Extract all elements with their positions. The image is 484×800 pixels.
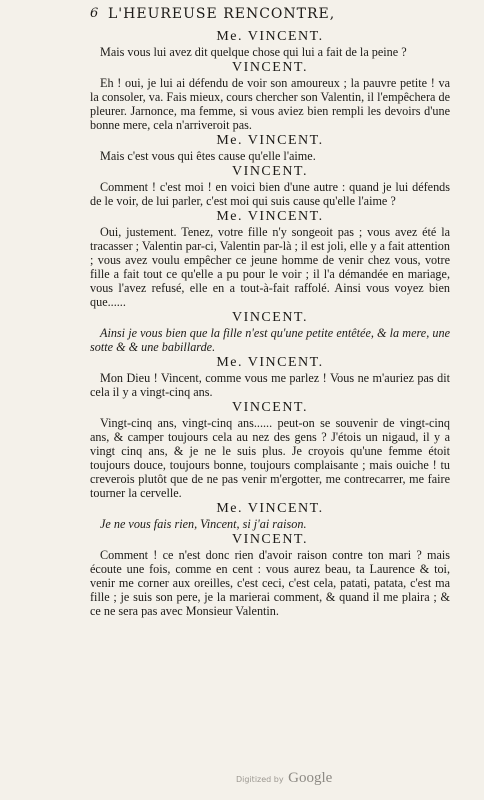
speaker-name: Me. VINCENT. xyxy=(216,133,324,148)
speaker-name: VINCENT. xyxy=(232,60,308,75)
speech-text: Je ne vous fais rien, Vincent, si j'ai raison. xyxy=(100,517,307,531)
speech-text: Mais vous lui avez dit quelque chose qui lui a fait de la peine ? xyxy=(100,45,407,59)
dialogue xyxy=(90,29,450,618)
page-number: 6 xyxy=(90,6,99,21)
digitized-by-label: Digitized by xyxy=(236,775,284,784)
book-page xyxy=(90,0,450,800)
running-title: L'HEUREUSE RENCONTRE, xyxy=(108,6,336,22)
speech-text: Ainsi je vous bien que la fille n'est qu'une petite entêtée, & la mere, une sotte & & une babillarde. xyxy=(90,326,450,354)
speech-text: Comment ! c'est moi ! en voici bien d'une autre : quand je lui défends de le voir, de lui parler, c'est moi qui suis cause qu'elle l'aime ? xyxy=(90,180,450,208)
speech-text: Vingt-cinq ans, vingt-cinq ans...... peut-on se souvenir de vingt-cinq ans, & camper toujours cela au nez des gens ? J'étois un nigaud, il y a vingt cinq ans, & je ne le suis plus. Je croyois qu'une femme étoit toujours douce, toujours bonne, toujours complaisante ; mais ouiche ! tu creverois plutôt que de ne pas venir m'ergotter, me contrecarrer, me faire tourner la cervelle. xyxy=(90,416,450,500)
speech-text: Oui, justement. Tenez, votre fille n'y songeoit pas ; vous avez été la tracasser ; Valentin par-ci, Valentin par-là ; il est joli, elle y a fait attention ; vous avez voulu empêcher ce jeune homme de venir chez vous, votre fille a fait tout ce qu'elle a pu pour le voir ; il l'a démandée en mariage, vous l'avez refusé, elle en a tout-à-fait raffolé. Ainsi vous voyez bien que...... xyxy=(90,225,450,309)
speaker-name: Me. VINCENT. xyxy=(216,501,324,516)
speech-text: Mon Dieu ! Vincent, comme vous me parlez ! Vous ne m'auriez pas dit cela il y a vingt-cinq ans. xyxy=(90,371,450,399)
speech-text: Eh ! oui, je lui ai défendu de voir son amoureux ; la pauvre petite ! va la consoler, va. Fais mieux, cours chercher son Valentin, il l'empêchera de pleurer. Jarnonce, ma femme, si vous aviez bien rempli les devoirs d'une bonne mere, cela n'arriveroit pas. xyxy=(90,76,450,132)
page-header xyxy=(90,6,450,28)
speaker-name: VINCENT. xyxy=(232,532,308,547)
speaker-name: Me. VINCENT. xyxy=(216,29,324,44)
speaker-name: Me. VINCENT. xyxy=(216,209,324,224)
speaker-name: VINCENT. xyxy=(232,310,308,325)
speaker-name: VINCENT. xyxy=(232,164,308,179)
speech-text: Comment ! ce n'est donc rien d'avoir raison contre ton mari ? mais écoute une fois, comme en cent : vous aurez beau, ta Laurence & toi, venir me corner aux oreilles, c'est ceci, c'est cela, patati, patata, c'est ma fille ; je suis son pere, je la marierai comment, & quand il me plaira ; & ce ne sera pas avec Monsieur Valentin. xyxy=(90,548,450,618)
digitized-by-google-watermark xyxy=(236,770,332,787)
speech-text: Mais c'est vous qui êtes cause qu'elle l'aime. xyxy=(100,149,316,163)
speaker-name: VINCENT. xyxy=(232,400,308,415)
speaker-name: Me. VINCENT. xyxy=(216,355,324,370)
google-logo: Google xyxy=(288,770,333,786)
